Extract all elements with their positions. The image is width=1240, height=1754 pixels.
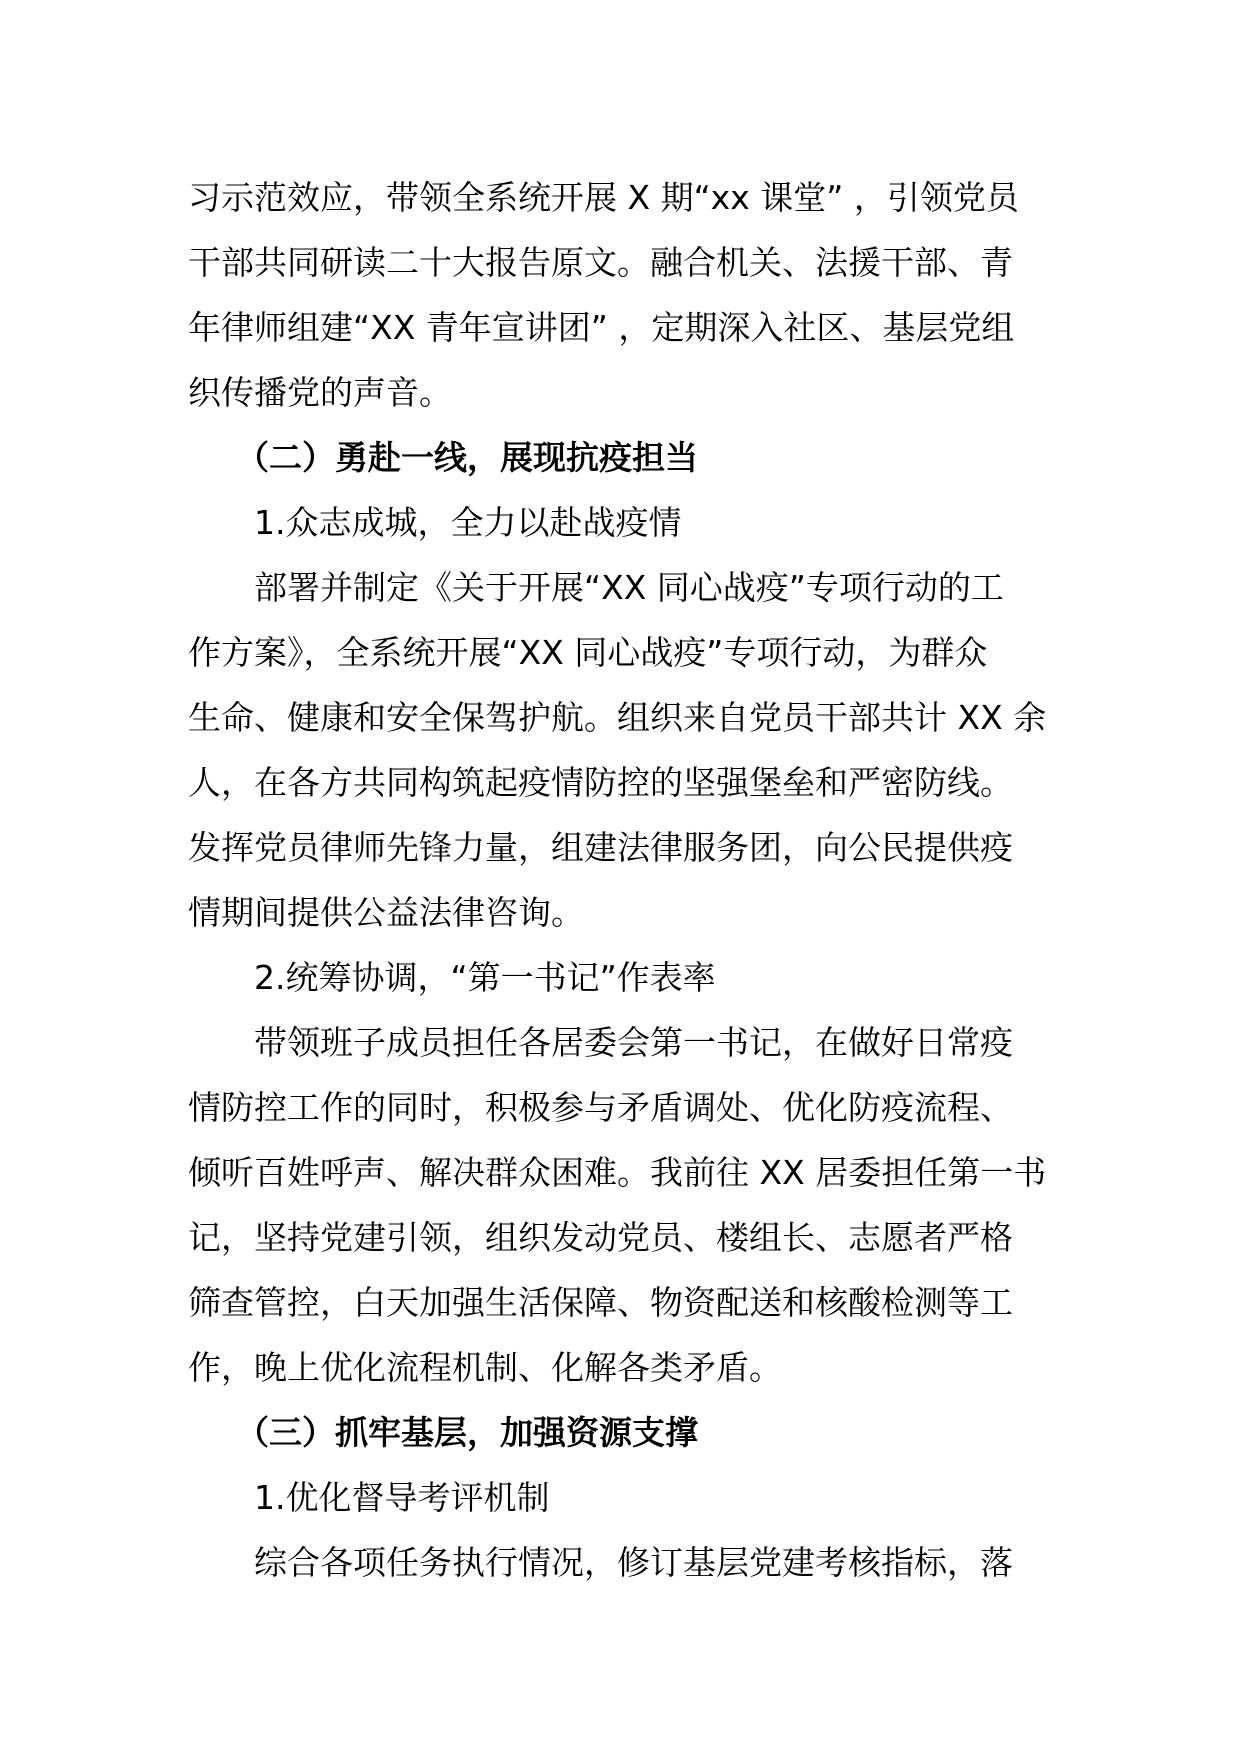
paragraph-start-line: 综合各项任务执行情况，修订基层党建考核指标，落	[254, 1543, 1013, 1582]
text-line: 发挥党员律师先锋力量，组建法律服务团，向公民提供疫	[188, 828, 1013, 867]
text-line: 筛查管控，白天加强生活保障、物资配送和核酸检测等工	[188, 1283, 1013, 1322]
subsection-heading: 1.优化督导考评机制	[254, 1478, 550, 1517]
text-line: 人，在各方共同构筑起疫情防控的坚强堡垒和严密防线。	[188, 763, 1013, 802]
text-line: 干部共同研读二十大报告原文。融合机关、法援干部、青	[188, 243, 1013, 282]
section-heading: （二）勇赴一线，展现抗疫担当	[236, 438, 698, 477]
text-line: 年律师组建“XX 青年宣讲团” ，定期深入社区、基层党组	[188, 308, 1015, 347]
text-line: 记，坚持党建引领，组织发动党员、楼组长、志愿者严格	[188, 1218, 1013, 1257]
section-heading: （三）抓牢基层，加强资源支撑	[236, 1413, 698, 1452]
text-line: 倾听百姓呼声、解决群众困难。我前往 XX 居委担任第一书	[188, 1153, 1047, 1192]
text-line: 情防控工作的同时，积极参与矛盾调处、优化防疫流程、	[188, 1088, 1013, 1127]
document-body	[188, 165, 1058, 1595]
text-line: 习示范效应，带领全系统开展 X 期“xx 课堂” ，引领党员	[188, 178, 1019, 217]
text-line: 织传播党的声音。	[188, 373, 452, 412]
text-line: 情期间提供公益法律咨询。	[188, 893, 584, 932]
text-line: 作方案》，全系统开展“XX 同心战疫”专项行动，为群众	[188, 633, 988, 672]
text-line: 作，晚上优化流程机制、化解各类矛盾。	[188, 1348, 782, 1387]
subsection-heading: 2.统筹协调，“第一书记”作表率	[254, 958, 716, 997]
subsection-heading: 1.众志成城，全力以赴战疫情	[254, 503, 682, 542]
text-line: 生命、健康和安全保驾护航。组织来自党员干部共计 XX 余	[188, 698, 1047, 737]
paragraph-start-line: 带领班子成员担任各居委会第一书记，在做好日常疫	[254, 1023, 1013, 1062]
paragraph-start-line: 部署并制定《关于开展“XX 同心战疫”专项行动的工	[254, 568, 1004, 607]
